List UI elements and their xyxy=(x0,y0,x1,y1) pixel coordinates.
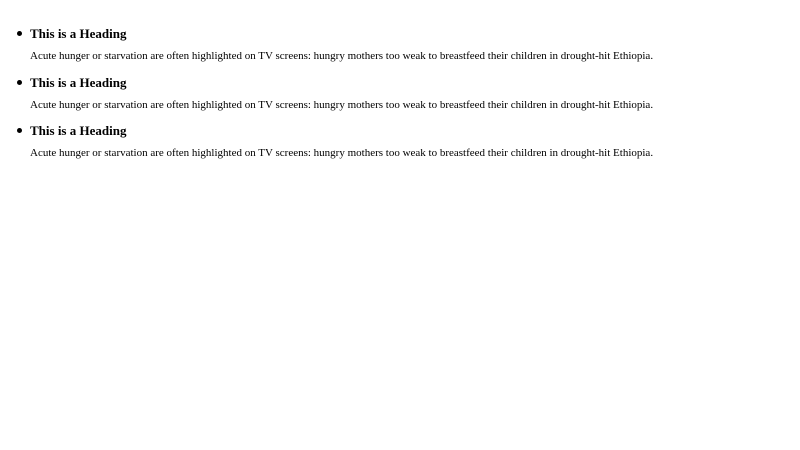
list-item xyxy=(0,74,800,123)
item-heading: This is a Heading xyxy=(30,74,127,90)
item-paragraph: Acute hunger or starvation are often highlighted on TV screens: hungry mothers too weak to breastfeed their children in drought-hit Ethiopia. xyxy=(30,98,654,111)
item-paragraph: Acute hunger or starvation are often highlighted on TV screens: hungry mothers too weak to breastfeed their children in drought-hit Ethiopia. xyxy=(30,50,654,62)
content-list xyxy=(0,25,800,171)
item-heading: This is a Heading xyxy=(30,123,127,138)
list-item xyxy=(0,122,800,171)
item-heading: This is a Heading xyxy=(30,26,127,41)
list-item xyxy=(0,25,800,74)
bullet-icon xyxy=(17,128,22,133)
bullet-icon xyxy=(17,80,22,85)
item-paragraph: Acute hunger or starvation are often highlighted on TV screens: hungry mothers too weak to breastfeed their children in drought-hit Ethiopia. xyxy=(30,147,654,159)
bullet-icon xyxy=(17,31,22,36)
